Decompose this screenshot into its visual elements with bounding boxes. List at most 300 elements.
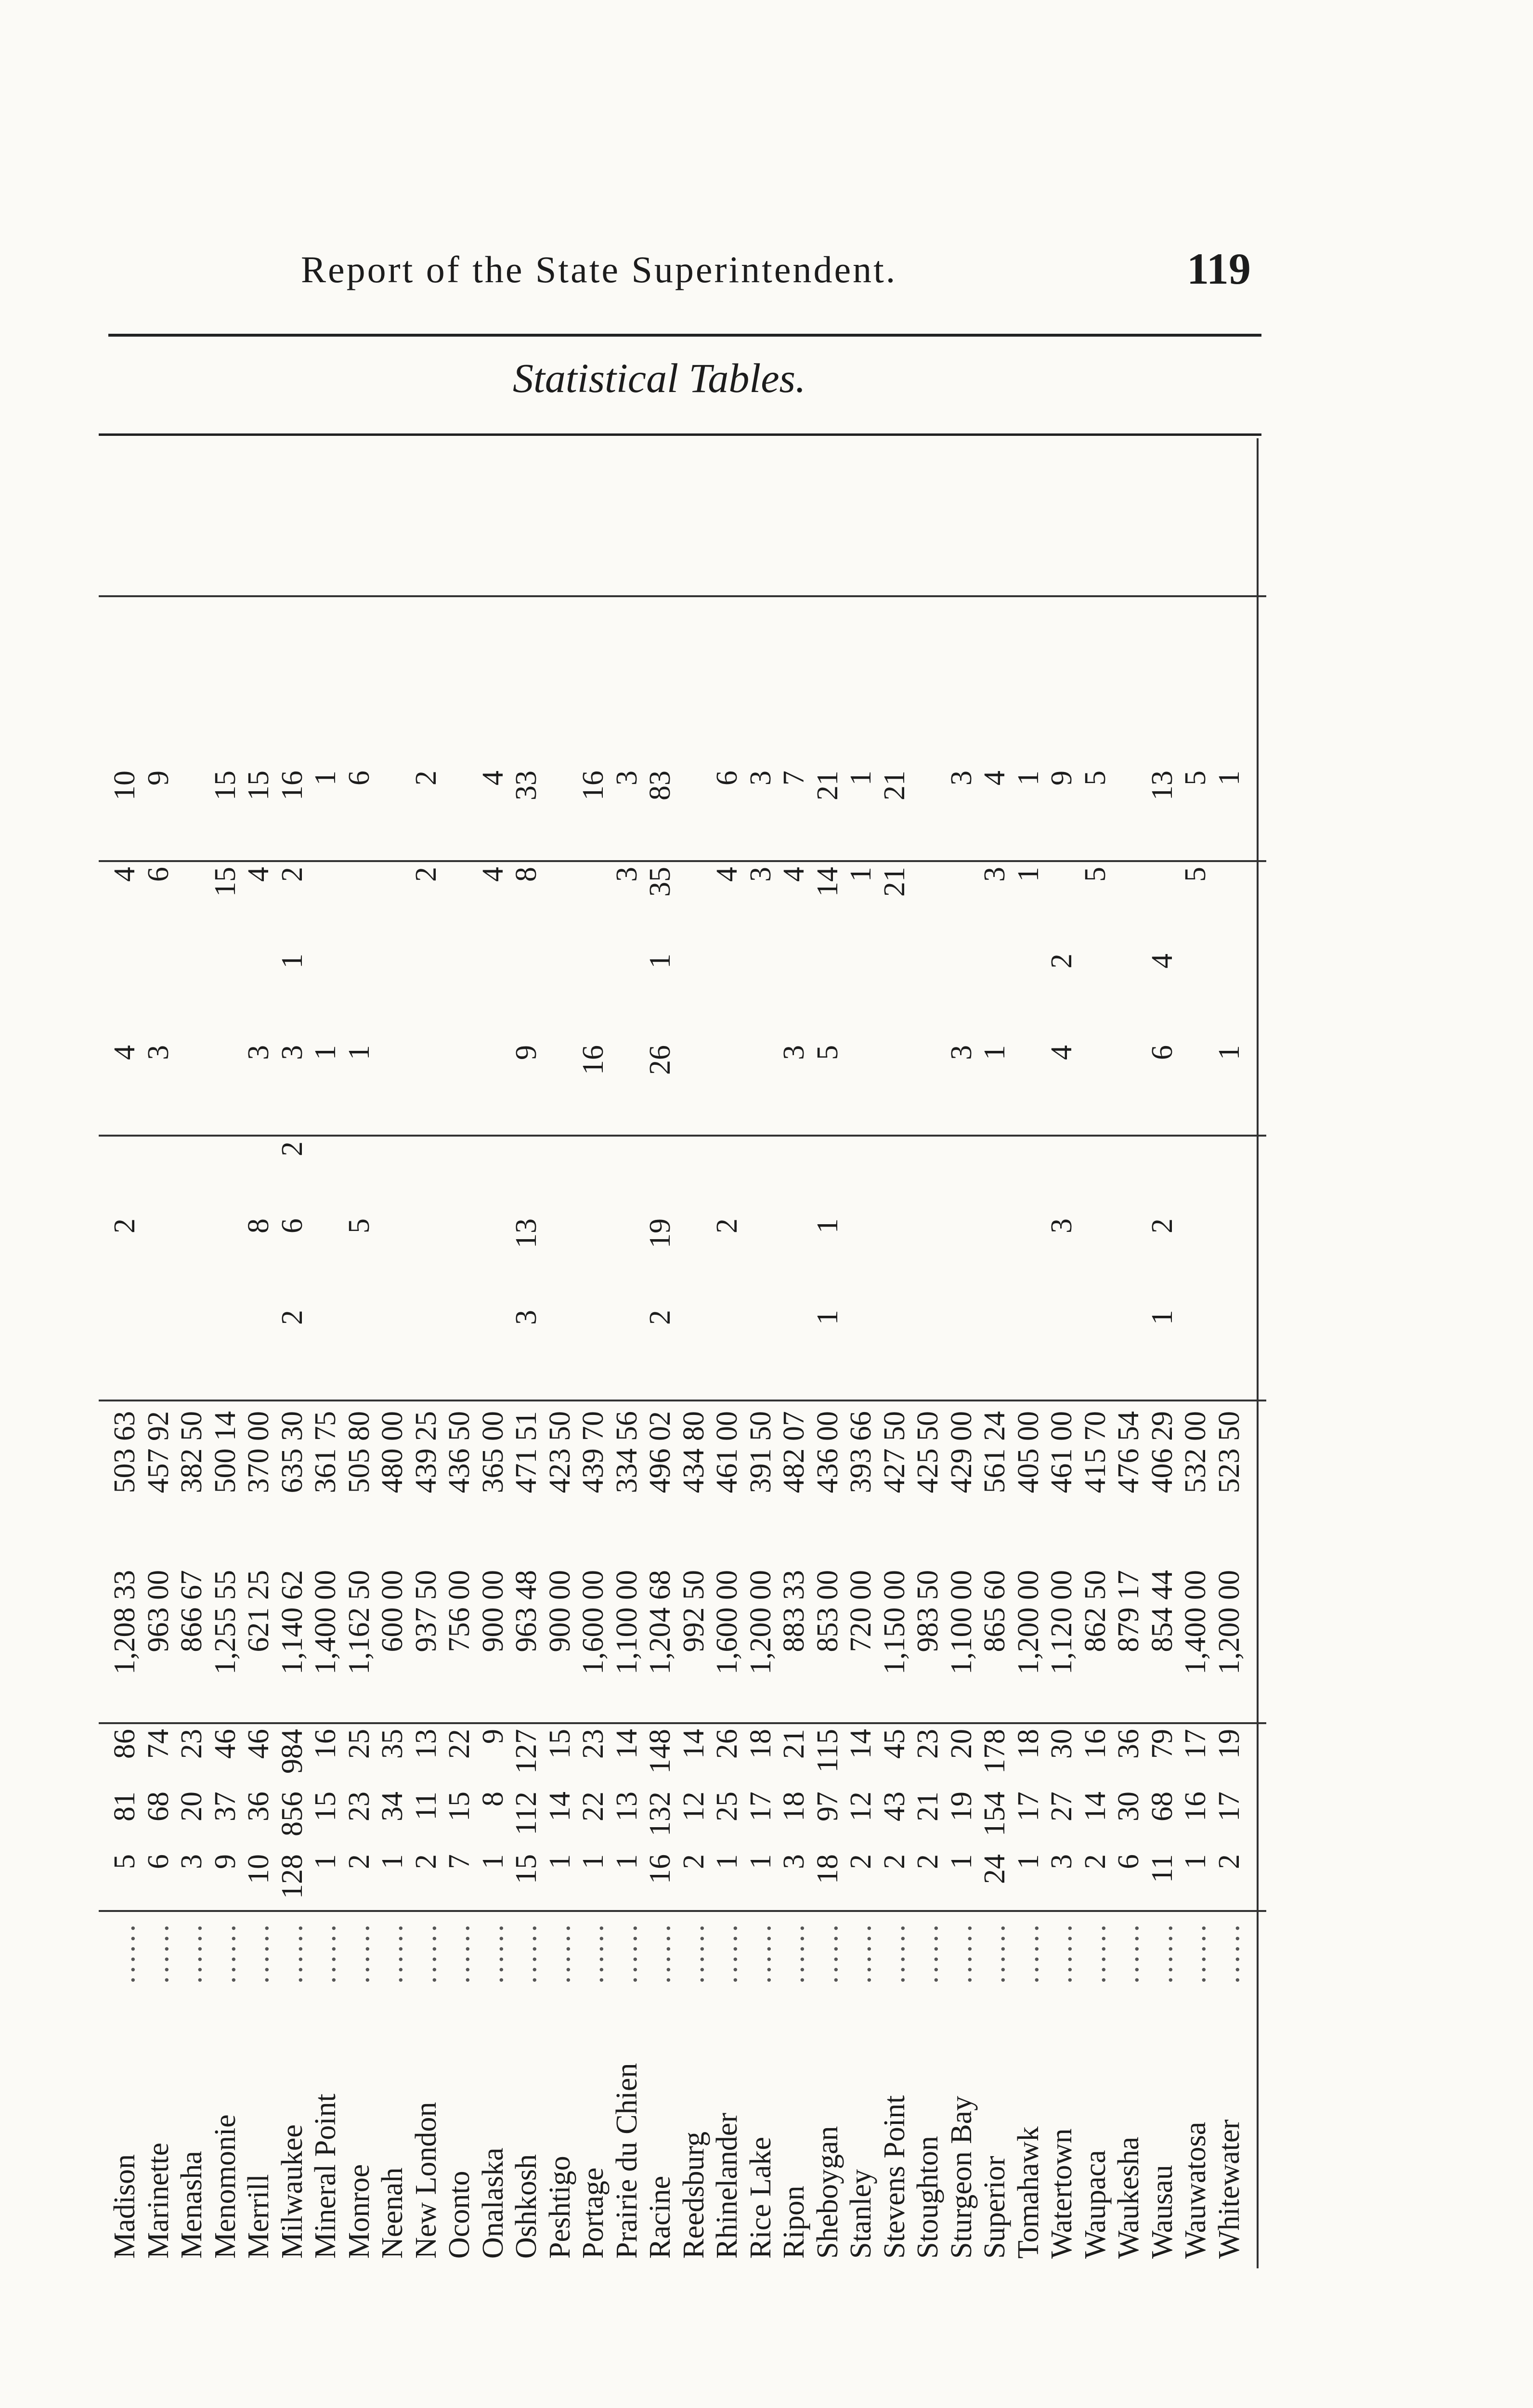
table-row <box>945 438 978 2268</box>
dot-leader: ...... <box>1179 1922 1212 1984</box>
table-cell: 1 <box>711 1854 743 1869</box>
table-cell <box>443 1141 476 1214</box>
dot-leader: ...... <box>543 1922 576 1984</box>
table-cell: 112 <box>510 1792 543 1835</box>
table-cell: 457 92 <box>142 1411 175 1493</box>
table-cell <box>242 1310 275 1392</box>
table-row <box>844 438 877 2268</box>
table-cell: 97 <box>811 1792 844 1821</box>
table-cell: 13 <box>1145 771 1179 800</box>
table-cell <box>978 954 1011 1035</box>
table-cell: 24 <box>978 1854 1011 1884</box>
table-cell <box>242 954 275 1035</box>
table-cell: 23 <box>911 1729 944 1759</box>
table-row <box>1079 438 1112 2268</box>
table-cell <box>410 1045 442 1127</box>
table-cell: 36 <box>242 1792 275 1821</box>
table-cell: 1,255 55 <box>208 1570 242 1675</box>
table-cell: 1,100 00 <box>610 1570 643 1675</box>
table-row <box>778 438 810 2268</box>
table-cell <box>209 1218 242 1300</box>
table-cell: 68 <box>142 1792 175 1821</box>
table-cell <box>309 1218 342 1300</box>
table-cell <box>1045 1310 1078 1392</box>
table-cell: 8 <box>242 1218 275 1233</box>
table-cell: 3 <box>1045 1218 1078 1233</box>
city-name: Waukesha <box>1112 2136 1145 2259</box>
table-cell <box>376 1141 409 1214</box>
table-cell: 6 <box>142 867 175 882</box>
table-cell: 2 <box>1045 954 1078 968</box>
table-cell <box>677 867 710 944</box>
table-row <box>108 438 141 2268</box>
table-cell <box>544 867 576 944</box>
table-cell: 2 <box>1145 1218 1179 1233</box>
table-cell: 9 <box>510 1045 543 1060</box>
table-cell: 370 00 <box>242 1411 275 1493</box>
table-cell: 436 50 <box>443 1411 476 1493</box>
table-cell <box>1012 1218 1045 1300</box>
table-cell: 2 <box>342 1854 376 1869</box>
table-cell <box>343 954 376 1035</box>
table-cell: 1 <box>610 1854 643 1869</box>
table-row <box>376 438 409 2268</box>
table-cell <box>1179 954 1212 1035</box>
city-name: Racine <box>644 2175 676 2259</box>
table-cell <box>711 954 743 1035</box>
table-cell: 2 <box>275 1141 309 1156</box>
dot-leader: ...... <box>945 1922 978 1984</box>
table-cell: 503 63 <box>108 1411 141 1493</box>
table-cell <box>108 954 141 1035</box>
table-cell: 1 <box>1012 771 1045 785</box>
table-cell <box>1112 771 1145 852</box>
table-cell: 3 <box>610 867 643 882</box>
table-cell: 21 <box>811 771 844 800</box>
dot-leader: ...... <box>644 1922 676 1984</box>
table-cell: 4 <box>1145 954 1179 968</box>
table-cell <box>911 867 944 944</box>
table-cell: 720 00 <box>844 1570 877 1652</box>
table-cell: 992 50 <box>677 1570 710 1652</box>
table-cell: 937 50 <box>409 1570 442 1652</box>
table-row <box>744 438 777 2268</box>
table-row <box>443 438 476 2268</box>
table-cell: 17 <box>744 1792 777 1821</box>
table-cell: 2 <box>711 1218 743 1233</box>
table-cell <box>677 1218 710 1300</box>
table-cell: 15 <box>242 771 275 800</box>
table-cell <box>175 1218 208 1300</box>
table-cell: 4 <box>1045 1045 1078 1060</box>
table-cell <box>544 954 576 1035</box>
table-row <box>1146 438 1179 2268</box>
table-cell: 154 <box>978 1792 1011 1836</box>
table-cell: 2 <box>409 771 442 785</box>
table-cell <box>978 1141 1011 1214</box>
table-cell: 439 70 <box>577 1411 610 1493</box>
table-cell: 16 <box>309 1729 342 1759</box>
table-cell <box>242 1141 275 1214</box>
table-cell: 1 <box>945 1854 978 1869</box>
dot-leader: ...... <box>911 1922 944 1984</box>
table-cell <box>410 1141 442 1214</box>
table-row <box>711 438 743 2268</box>
table-cell <box>744 1141 777 1214</box>
table-subtitle: Statistical Tables. <box>513 355 806 401</box>
table-cell: 6 <box>342 771 376 785</box>
table-cell <box>844 1045 877 1127</box>
table-cell <box>711 1141 743 1214</box>
city-name: Mineral Point <box>309 2094 342 2259</box>
rotated-table-body <box>99 438 1266 2268</box>
table-cell: 16 <box>644 1854 676 1884</box>
city-name: Menomonie <box>208 2114 242 2259</box>
table-cell <box>477 954 509 1035</box>
dot-leader: ...... <box>1212 1922 1246 1984</box>
table-cell: 1,100 00 <box>945 1570 978 1675</box>
table-cell: 2 <box>409 867 442 882</box>
city-name: Superior <box>978 2156 1011 2259</box>
table-cell <box>1213 1141 1246 1214</box>
dot-leader: ...... <box>1078 1922 1112 1984</box>
table-cell: 21 <box>778 1729 810 1759</box>
table-cell: 35 <box>376 1729 409 1759</box>
table-cell <box>309 954 342 1035</box>
table-cell <box>677 771 710 852</box>
table-cell <box>477 1045 509 1127</box>
dot-leader: ...... <box>108 1922 141 1984</box>
table-cell <box>1112 1141 1145 1214</box>
dot-leader: ...... <box>443 1922 476 1984</box>
city-name: Portage <box>577 2167 610 2259</box>
table-cell <box>1079 1218 1112 1300</box>
table-cell <box>209 1310 242 1392</box>
dot-leader: ...... <box>208 1922 242 1984</box>
table-cell: 1,400 00 <box>1179 1570 1212 1675</box>
table-cell: 1,600 00 <box>577 1570 610 1675</box>
table-cell <box>142 1218 175 1300</box>
table-row <box>477 438 509 2268</box>
table-cell: 23 <box>342 1792 376 1821</box>
table-cell: 334 56 <box>610 1411 643 1493</box>
table-cell <box>744 954 777 1035</box>
table-cell <box>1079 1045 1112 1127</box>
table-cell: 2 <box>1212 1854 1246 1869</box>
table-cell: 81 <box>108 1792 141 1821</box>
table-cell: 9 <box>208 1854 242 1869</box>
table-cell: 14 <box>610 1729 643 1759</box>
table-cell: 476 54 <box>1112 1411 1145 1493</box>
dot-leader: ...... <box>275 1922 309 1984</box>
table-cell: 4 <box>476 771 509 785</box>
table-cell: 1 <box>844 771 877 785</box>
table-cell: 18 <box>778 1792 810 1821</box>
table-cell <box>945 867 978 944</box>
table-cell: 1,204 68 <box>644 1570 676 1675</box>
table-cell <box>443 771 476 852</box>
table-cell: 11 <box>409 1792 442 1820</box>
table-cell <box>477 1218 509 1300</box>
table-cell <box>811 1141 844 1214</box>
table-cell: 15 <box>208 771 242 800</box>
table-cell <box>309 1141 342 1214</box>
header-rule <box>108 334 1261 337</box>
table-cell: 3 <box>1045 1854 1078 1869</box>
city-name: Stoughton <box>911 2136 944 2259</box>
table-cell <box>1179 1141 1212 1214</box>
table-cell <box>209 1045 242 1127</box>
table-cell: 480 00 <box>376 1411 409 1493</box>
table-cell: 35 <box>644 867 676 897</box>
table-cell: 5 <box>1078 867 1112 882</box>
table-row <box>911 438 944 2268</box>
table-row <box>644 438 676 2268</box>
table-cell <box>443 1045 476 1127</box>
table-cell: 963 48 <box>510 1570 543 1652</box>
table-cell: 21 <box>911 1792 944 1821</box>
table-cell: 1 <box>476 1854 509 1869</box>
table-cell <box>443 1218 476 1300</box>
table-cell: 148 <box>644 1729 676 1774</box>
table-cell: 1 <box>1012 867 1045 882</box>
city-name: Monroe <box>342 2164 376 2259</box>
table-cell <box>878 1045 911 1127</box>
table-cell <box>978 1310 1011 1392</box>
table-cell: 3 <box>978 867 1011 882</box>
table-cell: 43 <box>878 1792 911 1821</box>
table-cell <box>911 771 944 852</box>
table-cell <box>878 954 911 1035</box>
table-cell <box>142 954 175 1035</box>
table-cell: 14 <box>844 1729 877 1759</box>
table-cell: 3 <box>610 771 643 785</box>
table-cell: 20 <box>175 1792 208 1821</box>
table-cell <box>644 1141 676 1214</box>
table-cell: 883 33 <box>778 1570 810 1652</box>
city-name: Menasha <box>175 2151 208 2259</box>
table-cell: 3 <box>242 1045 275 1060</box>
city-name: Ripon <box>778 2186 810 2259</box>
dot-leader: ...... <box>878 1922 911 1984</box>
table-cell: 1,162 50 <box>342 1570 376 1675</box>
dot-leader: ...... <box>778 1922 810 1984</box>
table-cell: 26 <box>711 1729 743 1759</box>
table-cell: 854 44 <box>1145 1570 1179 1652</box>
city-name: New London <box>409 2102 442 2259</box>
table-row <box>1213 438 1246 2268</box>
dot-leader: ...... <box>1145 1922 1179 1984</box>
table-cell: 423 50 <box>543 1411 576 1493</box>
city-name: Oconto <box>443 2171 476 2259</box>
table-cell: 1 <box>309 771 342 785</box>
table-cell <box>778 1141 810 1214</box>
table-cell: 5 <box>1078 771 1112 785</box>
table-cell: 16 <box>577 771 610 800</box>
statistical-table <box>99 435 1266 2268</box>
table-cell <box>878 1310 911 1392</box>
table-cell <box>577 1141 610 1214</box>
table-cell: 4 <box>476 867 509 882</box>
table-row <box>1012 438 1045 2268</box>
table-cell: 2 <box>911 1854 944 1869</box>
table-cell: 365 00 <box>476 1411 509 1493</box>
table-cell <box>577 867 610 944</box>
table-cell: 471 51 <box>510 1411 543 1493</box>
table-row <box>577 438 610 2268</box>
table-cell: 963 00 <box>142 1570 175 1652</box>
table-cell: 1 <box>1212 1045 1246 1060</box>
table-cell: 33 <box>510 771 543 800</box>
city-name: Merrill <box>242 2174 275 2259</box>
table-cell: 13 <box>409 1729 442 1759</box>
table-cell <box>1112 1218 1145 1300</box>
city-name: Whitewater <box>1212 2119 1246 2259</box>
table-row <box>1045 438 1078 2268</box>
table-cell: 865 60 <box>978 1570 1011 1652</box>
bottom-rule <box>1257 438 1259 2268</box>
table-cell: 25 <box>342 1729 376 1759</box>
table-row <box>410 438 442 2268</box>
dot-leader: ...... <box>844 1922 877 1984</box>
table-cell: 2 <box>275 867 309 882</box>
table-cell <box>1146 1141 1179 1214</box>
table-cell: 1 <box>811 1218 844 1233</box>
dot-leader: ...... <box>376 1922 409 1984</box>
table-cell <box>108 1310 141 1392</box>
table-cell: 2 <box>644 1310 676 1325</box>
table-cell: 3 <box>945 1045 978 1060</box>
table-cell: 635 30 <box>275 1411 309 1493</box>
table-cell: 22 <box>443 1729 476 1759</box>
table-cell <box>1045 1141 1078 1214</box>
table-cell: 1,200 00 <box>1012 1570 1045 1675</box>
table-cell: 18 <box>811 1854 844 1884</box>
table-cell: 13 <box>610 1792 643 1821</box>
table-cell: 19 <box>945 1792 978 1821</box>
table-cell: 2 <box>878 1854 911 1869</box>
table-cell: 3 <box>175 1854 208 1869</box>
table-cell: 5 <box>108 1854 141 1869</box>
table-cell: 1,400 00 <box>309 1570 342 1675</box>
table-cell: 2 <box>275 1310 309 1325</box>
table-cell: 6 <box>142 1854 175 1869</box>
table-row <box>677 438 710 2268</box>
table-row <box>510 438 543 2268</box>
table-cell <box>844 954 877 1035</box>
table-cell: 1,200 00 <box>744 1570 777 1675</box>
table-cell: 178 <box>978 1729 1011 1774</box>
dot-leader: ...... <box>610 1922 643 1984</box>
table-cell: 23 <box>577 1729 610 1759</box>
table-cell <box>611 1218 643 1300</box>
table-cell: 5 <box>1179 771 1212 785</box>
table-cell: 500 14 <box>208 1411 242 1493</box>
table-cell <box>744 1218 777 1300</box>
table-cell <box>309 1310 342 1392</box>
table-cell: 10 <box>108 771 141 800</box>
table-cell <box>1112 954 1145 1035</box>
table-cell <box>611 1141 643 1214</box>
table-row <box>978 438 1011 2268</box>
table-cell: 1 <box>844 867 877 882</box>
table-cell: 83 <box>644 771 676 800</box>
table-cell: 3 <box>744 771 777 785</box>
table-cell <box>611 1045 643 1127</box>
table-cell: 2 <box>108 1218 141 1233</box>
table-cell <box>677 1310 710 1392</box>
table-cell <box>1213 954 1246 1035</box>
table-cell: 561 24 <box>978 1411 1011 1493</box>
city-name: Waupaca <box>1078 2150 1112 2259</box>
table-cell: 436 00 <box>811 1411 844 1493</box>
table-cell <box>544 1045 576 1127</box>
city-name: Watertown <box>1045 2128 1078 2259</box>
table-cell: 23 <box>175 1729 208 1759</box>
table-cell: 132 <box>644 1792 676 1836</box>
table-cell: 1 <box>309 1045 342 1060</box>
table-cell: 382 50 <box>175 1411 208 1493</box>
table-row <box>878 438 911 2268</box>
city-name: Rhinelander <box>711 2112 743 2259</box>
table-cell: 12 <box>844 1792 877 1821</box>
table-cell: 1,208 33 <box>108 1570 141 1675</box>
table-cell: 14 <box>1078 1792 1112 1821</box>
dot-leader: ...... <box>1045 1922 1078 1984</box>
city-name: Prairie du Chien <box>610 2063 643 2259</box>
table-cell <box>1112 1045 1145 1127</box>
table-cell <box>510 1141 543 1214</box>
table-cell: 1 <box>376 1854 409 1869</box>
table-cell <box>410 1310 442 1392</box>
table-cell <box>1079 1141 1112 1214</box>
table-cell <box>175 1310 208 1392</box>
table-cell: 427 50 <box>878 1411 911 1493</box>
table-cell: 879 17 <box>1112 1570 1145 1652</box>
table-cell <box>844 1141 877 1214</box>
city-name: Marinette <box>142 2142 175 2259</box>
city-name: Neenah <box>376 2167 409 2259</box>
dot-leader: ...... <box>677 1922 710 1984</box>
page-number: 119 <box>1187 244 1251 293</box>
table-cell: 17 <box>1212 1792 1246 1821</box>
table-cell: 14 <box>677 1729 710 1759</box>
table-cell: 5 <box>811 1045 844 1060</box>
table-cell <box>343 1310 376 1392</box>
table-cell: 4 <box>978 771 1011 785</box>
table-cell: 3 <box>510 1310 543 1325</box>
table-row <box>276 438 309 2268</box>
table-cell <box>677 1141 710 1214</box>
table-cell: 86 <box>108 1729 141 1759</box>
table-cell: 1,200 00 <box>1212 1570 1246 1675</box>
table-cell: 14 <box>543 1792 576 1821</box>
table-cell: 2 <box>1078 1854 1112 1869</box>
table-cell <box>1146 867 1179 944</box>
table-cell <box>744 1045 777 1127</box>
city-name: Wauwatosa <box>1179 2121 1212 2259</box>
table-cell <box>544 771 576 852</box>
table-cell: 8 <box>510 867 543 882</box>
table-cell: 2 <box>677 1854 710 1869</box>
city-name: Reedsburg <box>677 2131 710 2259</box>
table-cell <box>510 954 543 1035</box>
table-cell: 6 <box>1145 1045 1179 1060</box>
table-cell: 983 50 <box>911 1570 944 1652</box>
table-cell: 1 <box>744 1854 777 1869</box>
table-cell: 1,140 62 <box>275 1570 309 1675</box>
table-cell: 425 50 <box>911 1411 944 1493</box>
